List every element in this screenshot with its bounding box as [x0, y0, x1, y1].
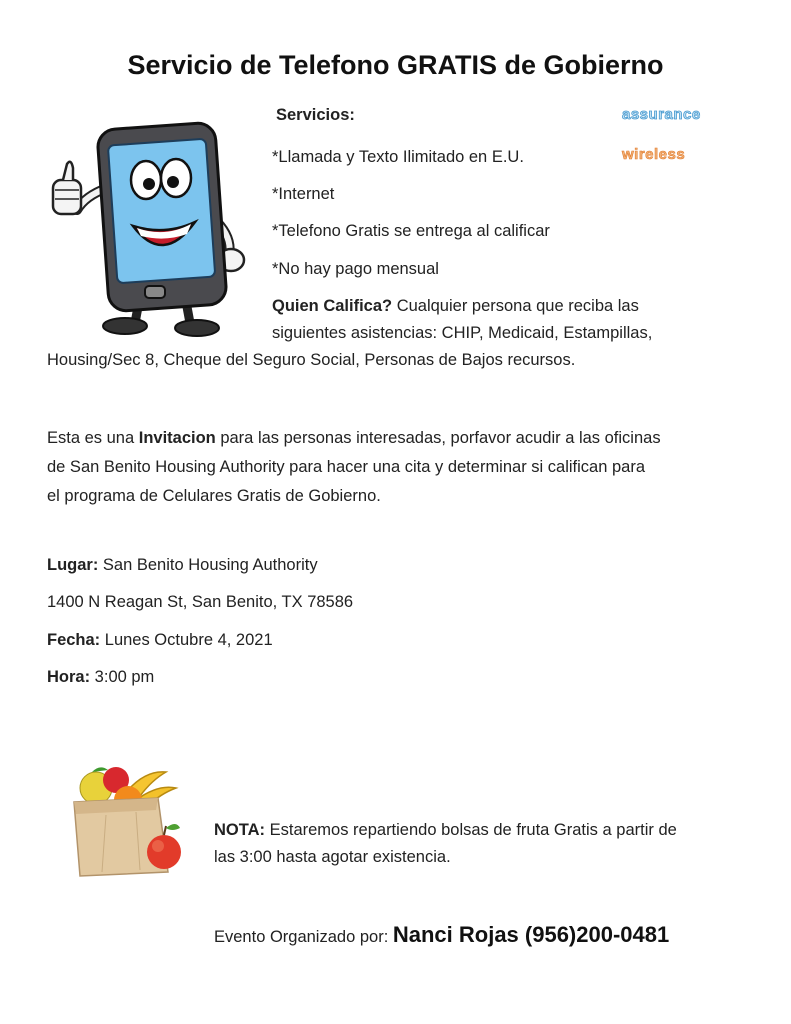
time-line: [47, 668, 154, 687]
note-line-1: [214, 821, 677, 840]
service-item: *Llamada y Texto Ilimitado en E.U.: [272, 148, 524, 166]
invitation-paragraph: [47, 424, 767, 511]
service-item: *No hay pago mensual: [272, 260, 439, 278]
place-line: [47, 556, 318, 575]
place-label: Lugar:: [47, 556, 99, 574]
place-value: San Benito Housing Authority: [98, 556, 318, 574]
invitation-post: para las personas interesadas, porfavor acudir a las oficinas: [215, 429, 661, 447]
organizer-prefix: Evento Organizado por:: [214, 928, 393, 946]
brand-logo-assurance: assurance: [622, 106, 701, 123]
invitation-bold: Invitacion: [138, 429, 216, 447]
note-line-2: las 3:00 hasta agotar existencia.: [214, 848, 451, 866]
phone-mascot-illustration: [45, 118, 260, 343]
organizer-line: [214, 922, 669, 948]
qualify-label: Quien Califica?: [272, 297, 393, 315]
qualify-line-1: [272, 297, 639, 316]
address-line: 1400 N Reagan St, San Benito, TX 78586: [47, 593, 354, 611]
invitation-line-3: el programa de Celulares Gratis de Gobierno.: [47, 487, 381, 505]
note-label: NOTA:: [214, 821, 266, 839]
qualify-line-3: Housing/Sec 8, Cheque del Seguro Social, Personas de Bajos recursos.: [47, 351, 576, 369]
time-value: 3:00 pm: [90, 668, 155, 686]
date-label: Fecha:: [47, 631, 101, 649]
qualify-line-2: siguientes asistencias: CHIP, Medicaid, Estampillas,: [272, 324, 653, 342]
invitation-line-1: [47, 424, 767, 453]
invitation-pre: Esta es una: [47, 429, 139, 447]
brand-logo-wireless: wireless: [622, 146, 686, 163]
service-item: *Telefono Gratis se entrega al calificar: [272, 222, 550, 240]
time-label: Hora:: [47, 668, 91, 686]
service-item: *Internet: [272, 185, 335, 203]
invitation-line-2: de San Benito Housing Authority para hacer una cita y determinar si califican para: [47, 458, 646, 476]
page-title: Servicio de Telefono GRATIS de Gobierno: [127, 50, 664, 80]
qualify-text: Cualquier persona que reciba las: [392, 297, 639, 315]
fruit-bag-illustration: [66, 760, 191, 880]
date-line: [47, 631, 273, 650]
date-value: Lunes Octubre 4, 2021: [100, 631, 273, 649]
note-text: Estaremos repartiendo bolsas de fruta Gratis a partir de: [265, 821, 677, 839]
organizer-name: Nanci Rojas (956)200-0481: [392, 922, 670, 947]
services-heading: Servicios:: [276, 106, 355, 124]
